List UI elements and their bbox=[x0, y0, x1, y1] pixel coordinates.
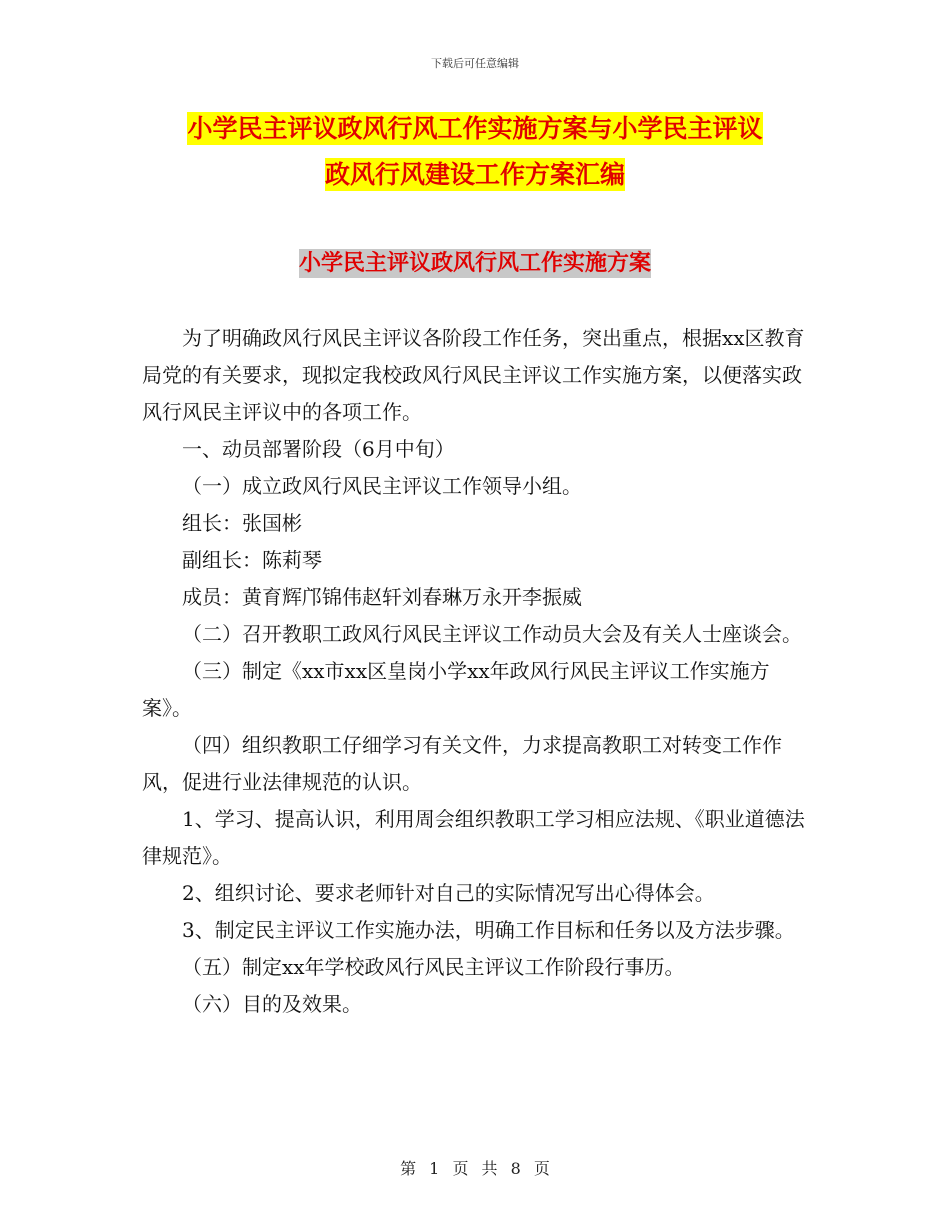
main-title-line-1-text: 小学民主评议政风行风工作实施方案与小学民主评议 bbox=[187, 114, 763, 143]
paragraph: （二）召开教职工政风行风民主评议工作动员大会及有关人士座谈会。 bbox=[182, 622, 802, 646]
document-body bbox=[142, 320, 810, 1023]
page-number: 第 1 页 共 8 页 bbox=[400, 1159, 550, 1178]
paragraph: （五）制定xx年学校政风行风民主评议工作阶段行事历。 bbox=[182, 955, 685, 979]
paragraph: 3、制定民主评议工作实施办法，明确工作目标和任务以及方法步骤。 bbox=[182, 918, 795, 942]
paragraph: （一）成立政风行风民主评议工作领导小组。 bbox=[182, 474, 582, 498]
main-title-line-2-text: 政风行风建设工作方案汇编 bbox=[324, 160, 625, 189]
paragraph: 2、组织讨论、要求老师针对自己的实际情况写出心得体会。 bbox=[182, 881, 715, 905]
section-title bbox=[0, 246, 950, 277]
paragraph: （四）组织教职工仔细学习有关文件，力求提高教职工对转变工作作风，促进行业法律规范的认识。 bbox=[142, 733, 782, 794]
section-title-text: 小学民主评议政风行风工作实施方案 bbox=[298, 251, 651, 276]
paragraph: 组长：张国彬 bbox=[182, 511, 302, 535]
paragraph: 1、学习、提高认识，利用周会组织教职工学习相应法规、《职业道德法律规范》。 bbox=[142, 807, 805, 868]
paragraph: 一、动员部署阶段（6月中旬） bbox=[182, 437, 455, 461]
main-title-line-1 bbox=[0, 114, 950, 144]
header-note: 下载后可任意编辑 bbox=[431, 57, 519, 70]
main-title-line-2 bbox=[0, 160, 950, 190]
paragraph: 副组长：陈莉琴 bbox=[182, 548, 322, 572]
paragraph: 为了明确政风行风民主评议各阶段工作任务，突出重点，根据xx区教育局党的有关要求，现拟定我校政风行风民主评议工作实施方案，以便落实政风行风民主评议中的各项工作。 bbox=[142, 326, 805, 424]
paragraph: 成员：黄育辉邝锦伟赵轩刘春琳万永开李振威 bbox=[182, 585, 582, 609]
paragraph: （三）制定《xx市xx区皇岗小学xx年政风行风民主评议工作实施方案》。 bbox=[142, 659, 770, 720]
paragraph: （六）目的及效果。 bbox=[182, 992, 362, 1016]
